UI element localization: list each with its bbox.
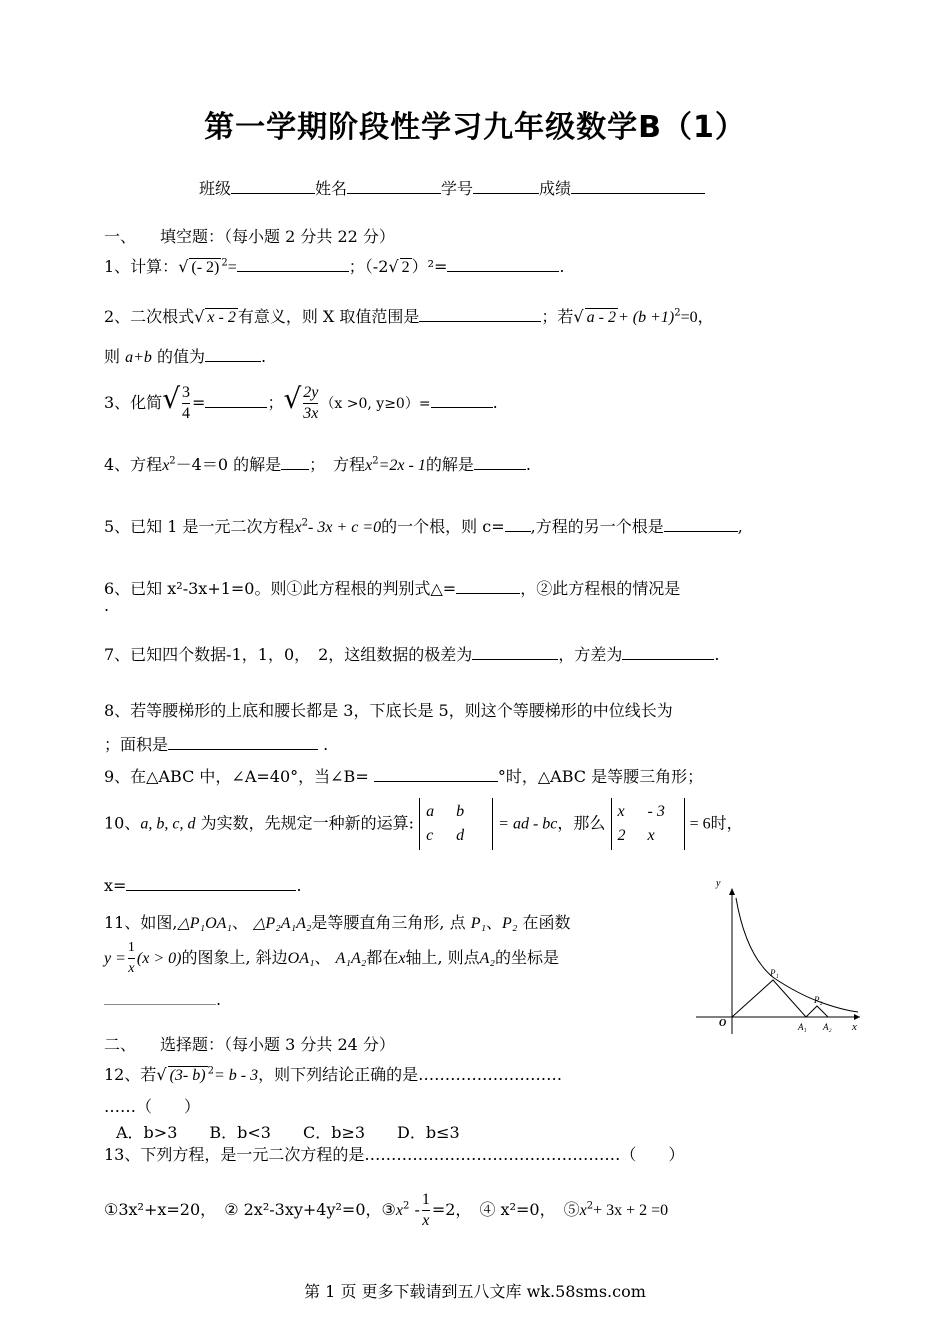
question-6-end: . — [104, 596, 110, 615]
q3-blank-1[interactable] — [205, 393, 267, 408]
determinant-abcd: a b c d — [419, 798, 493, 850]
question-6: 6、已知 x²-3x+1=0。则①此方程根的判别式△= ，②此方程根的情况是 — [104, 579, 681, 598]
question-3: 3、化简√ $\frac{3}{4}$ = ；√ $\frac{2y}{3x}$ （x >0, y≥0）= . — [104, 382, 498, 422]
question-13: 13、下列方程，是一元二次方程的是…………………………………………（ ） — [104, 1145, 685, 1164]
page-title: 第一学期阶段性学习九年级数学B（1） — [204, 110, 746, 145]
page-footer: 第 1 页 更多下载请到五八文库 wk.58sms.com — [304, 1282, 646, 1301]
question-7: 7、已知四个数据-1，1，0， 2，这组数据的极差为 ，方差为 . — [104, 645, 720, 664]
q2-blank-1[interactable] — [419, 307, 541, 322]
y-axis-label: y — [716, 878, 721, 889]
id-label: 学号 — [441, 179, 474, 198]
q4-blank-1[interactable] — [281, 455, 309, 470]
section-2-heading: 二、 选择题：（每小题 3 分共 24 分） — [104, 1035, 395, 1054]
q10-blank[interactable] — [126, 876, 296, 891]
question-8-line-2: ；面积是 . — [104, 735, 329, 754]
question-11-line-3: . — [104, 990, 221, 1009]
question-5: 5、已知 1 是一元二次方程$x^2-$ 3x + c =0的一个根，则 c= ,方程的另一个根是 , — [104, 517, 743, 536]
question-10: 10、a, b, c, d 为实数，先规定一种新的运算: a b c d = ad - bc，那么 x - 3 2 x = 6时， — [104, 798, 743, 850]
question-12-options: A．b>3 B．b<3 C．b≥3 D．b≤3 — [116, 1123, 460, 1142]
q5-blank-1[interactable] — [505, 517, 531, 532]
x-axis-arrow — [854, 1014, 860, 1020]
p1-label: P₁ — [770, 968, 779, 978]
hyperbola-curve — [736, 898, 858, 1012]
question-2-line-2: 则 a+b 的值为 . — [104, 347, 267, 366]
id-blank[interactable] — [473, 179, 539, 194]
q7-blank-1[interactable] — [472, 645, 558, 660]
question-4: 4、方程$x^2-4=0$ 的解是 ； 方程$x^2=2x - 1$的解是 . — [104, 455, 531, 474]
q13-option-4: ④ x²=0， — [479, 1200, 548, 1219]
y-axis-arrow — [729, 888, 735, 895]
question-13-options: ①3x²+x=20， ② 2x²-3xy+4y²=0，$③x^2$ - $\frac{1}{x}$ =2， ④ x²=0， $⑤x^2+ 3x + 2 =0$ — [104, 1191, 669, 1229]
x-axis-label: x — [852, 1021, 857, 1033]
score-label: 成绩 — [539, 179, 572, 198]
triangle-p1 — [732, 980, 806, 1017]
q1-blank-2[interactable] — [447, 257, 559, 272]
triangle-p2 — [806, 1006, 828, 1017]
q13-option-2: ② 2x²-3xy+4y²=0， — [224, 1200, 382, 1219]
a2-label: A₂ — [823, 1022, 832, 1032]
class-label: 班级 — [199, 179, 232, 198]
question-11: 11、如图,△P₁OA₁、 △P₂A₁A₂是等腰直角三角形, 点 P₁、P₂ 在函数 — [104, 913, 571, 932]
q13-option-1: ①3x²+x=20， — [104, 1200, 209, 1219]
q1-blank-1[interactable] — [237, 257, 349, 272]
question-9: 9、在△ABC 中，∠A=40°，当∠B= °时，△ABC 是等腰三角形； — [104, 767, 704, 786]
section-1-heading: 一、 填空题：（每小题 2 分共 22 分） — [104, 227, 395, 246]
q8-blank[interactable] — [168, 735, 318, 750]
p2-label: P₂ — [814, 995, 823, 1005]
q4-blank-2[interactable] — [474, 455, 526, 470]
q9-blank[interactable] — [374, 767, 498, 782]
question-8: 8、若等腰梯形的上底和腰长都是 3，下底长是 5，则这个等腰梯形的中位线长为 — [104, 701, 673, 720]
student-info-line — [199, 176, 705, 199]
question-1: 1、计算：√ (- 2) $^2$= ；（-2√ 2 ）²= . — [104, 257, 565, 276]
question-12-line-2: ……（ ） — [104, 1097, 201, 1116]
q5-blank-2[interactable] — [664, 517, 738, 532]
determinant-x: x - 3 2 x — [611, 798, 685, 850]
score-blank[interactable] — [571, 179, 705, 194]
question-2: 2、二次根式√ x - 2 有意义，则 X 取值范围是 ；若√ $a - 2 + (b +1)^2=0$， — [104, 307, 714, 326]
name-label: 姓名 — [315, 179, 348, 198]
q7-blank-2[interactable] — [622, 645, 714, 660]
q11-blank[interactable] — [104, 990, 216, 1005]
hyperbola-graph — [694, 878, 864, 1038]
q6-blank[interactable] — [456, 579, 520, 594]
class-blank[interactable] — [231, 179, 315, 194]
q3-blank-2[interactable] — [431, 393, 493, 408]
question-10-line-2: x= . — [104, 876, 302, 895]
origin-label: O — [719, 1018, 727, 1029]
q2-blank-2[interactable] — [205, 347, 261, 362]
question-11-line-2: y = $\frac{1}{x}$ (x > 0)的图象上, 斜边OA₁、 A₁A₂都在x轴上, 则点A₂的坐标是 — [104, 940, 559, 976]
a1-label: A₁ — [798, 1022, 807, 1032]
name-blank[interactable] — [347, 179, 441, 194]
question-12: 12、若√ (3- b) $^2$= b - 3，则下列结论正确的是……………………… — [104, 1065, 563, 1084]
